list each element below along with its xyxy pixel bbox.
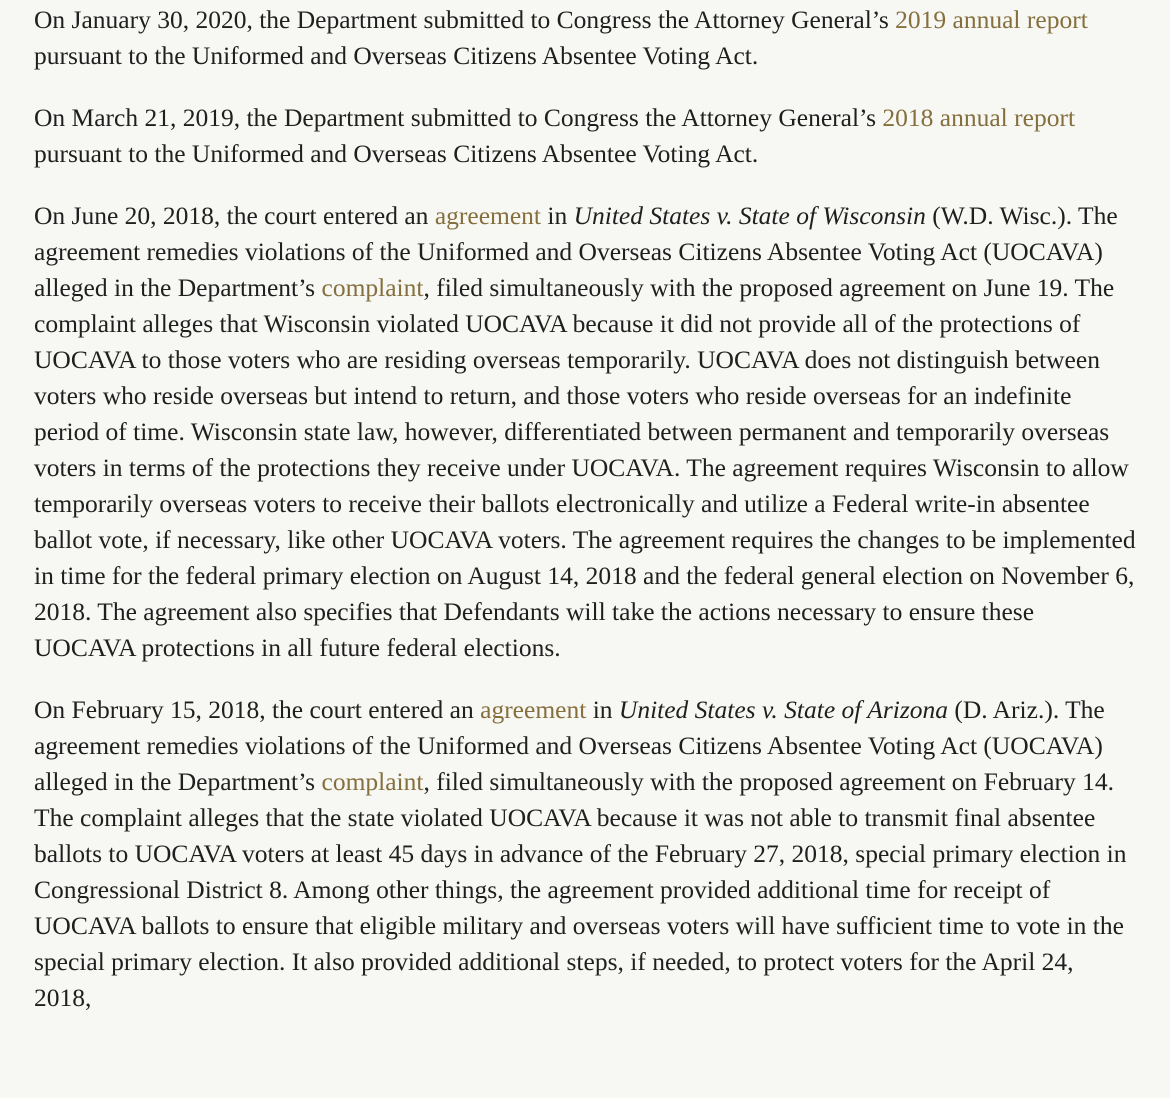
paragraph-wisconsin xyxy=(34,198,1136,666)
link-2018-annual-report[interactable]: 2018 annual report xyxy=(882,103,1076,132)
case-name-wisconsin: United States v. State of Wisconsin xyxy=(573,201,926,230)
paragraph-2019-report xyxy=(34,2,1136,74)
paragraph-arizona xyxy=(34,692,1136,1016)
paragraph-text: pursuant to the Uniformed and Overseas Citizens Absentee Voting Act. xyxy=(34,139,759,168)
paragraph-text: On March 21, 2019, the Department submitted to Congress the Attorney General’s xyxy=(34,103,883,132)
paragraph-2018-report xyxy=(34,100,1136,172)
link-arizona-agreement[interactable]: agreement xyxy=(480,695,587,724)
link-2019-annual-report[interactable]: 2019 annual report xyxy=(895,5,1088,34)
paragraph-text: (W.D. Wisc.). The agreement remedies violations of the Uniformed and Overseas Citizens Absentee Voting Act (UOCAVA) alleged in the Department’s xyxy=(34,201,1118,302)
paragraph-text: , filed simultaneously with the proposed agreement on June 19. The complaint alleges that Wisconsin violated UOCAVA because it did not provide all of the protections of UOCAVA to those voters who are residing overseas temporarily. UOCAVA does not distinguish between voters who reside overseas but intend to return, and those voters who reside overseas for an indefinite period of time. Wisconsin state law, however, differentiated between permanent and temporarily overseas voters in terms of the protections they receive under UOCAVA. The agreement requires Wisconsin to allow temporarily overseas voters to receive their ballots electronically and utilize a Federal write-in absentee ballot vote, if necessary, like other UOCAVA voters. The agreement requires the changes to be implemented in time for the federal primary election on August 14, 2018 and the federal general election on November 6, 2018. The agreement also specifies that Defendants will take the actions necessary to ensure these UOCAVA protections in all future federal elections. xyxy=(34,273,1136,662)
paragraph-text: in xyxy=(586,695,619,724)
link-arizona-complaint[interactable]: complaint xyxy=(321,767,424,796)
link-wisconsin-complaint[interactable]: complaint xyxy=(321,273,424,302)
paragraph-text: pursuant to the Uniformed and Overseas Citizens Absentee Voting Act. xyxy=(34,41,759,70)
paragraph-text: On June 20, 2018, the court entered an xyxy=(34,201,435,230)
paragraph-text: On February 15, 2018, the court entered an xyxy=(34,695,481,724)
paragraph-text: in xyxy=(541,201,574,230)
paragraph-text: On January 30, 2020, the Department submitted to Congress the Attorney General’s xyxy=(34,5,896,34)
link-wisconsin-agreement[interactable]: agreement xyxy=(434,201,541,230)
paragraph-text: , filed simultaneously with the proposed agreement on February 14. The complaint alleges that the state violated UOCAVA because it was not able to transmit final absentee ballots to UOCAVA voters at least 45 days in advance of the February 27, 2018, special primary election in Congressional District 8. Among other things, the agreement provided additional time for receipt of UOCAVA ballots to ensure that eligible military and overseas voters will have sufficient time to vote in the special primary election. It also provided additional steps, if needed, to protect voters for the April 24, 2018, xyxy=(34,767,1127,1012)
paragraph-text: (D. Ariz.). The agreement remedies violations of the Uniformed and Overseas Citizens Absentee Voting Act (UOCAVA) alleged in the Department’s xyxy=(34,695,1105,796)
case-name-arizona: United States v. State of Arizona xyxy=(618,695,949,724)
